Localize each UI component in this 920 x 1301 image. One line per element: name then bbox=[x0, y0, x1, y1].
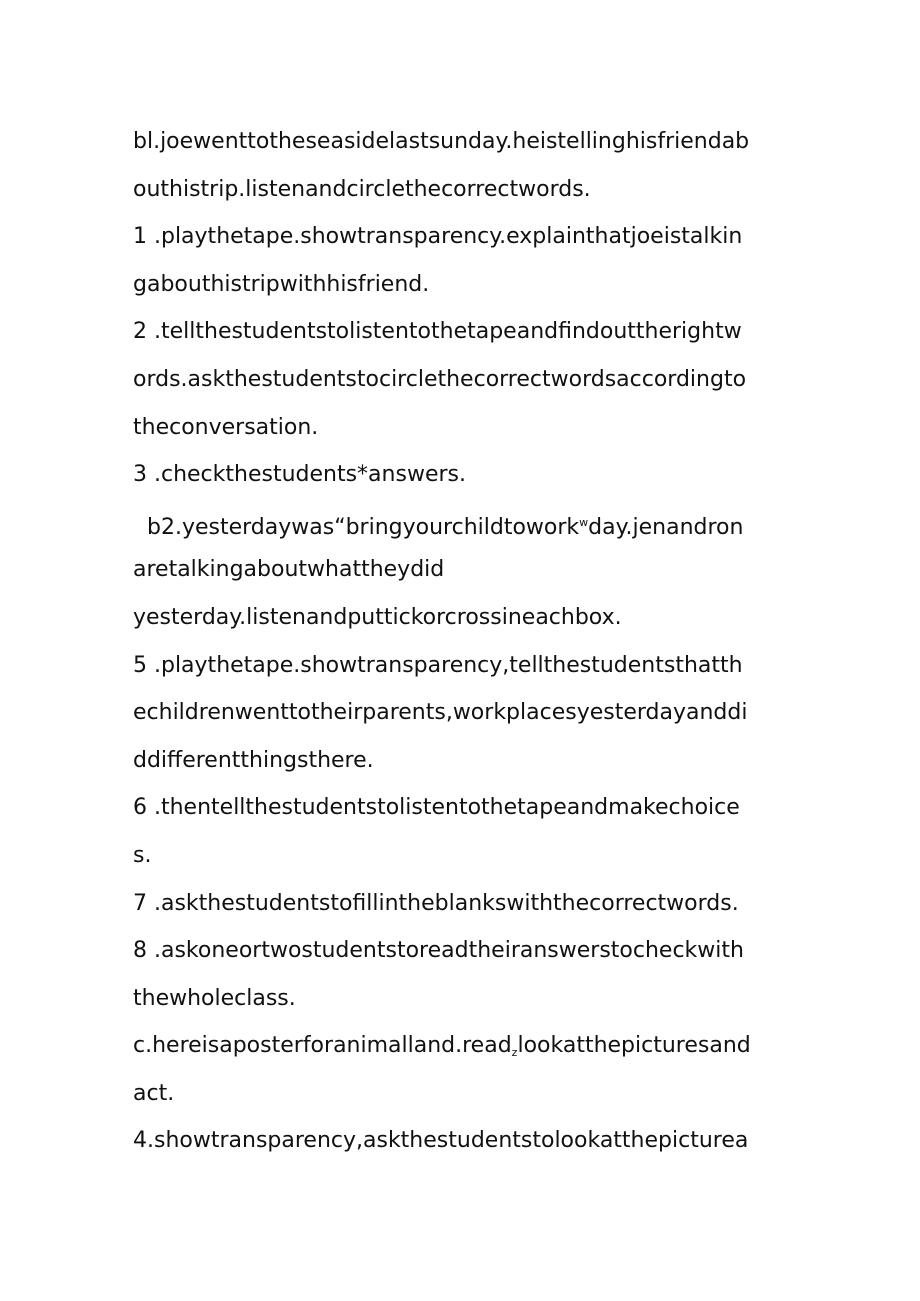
text-fragment: lookatthepicturesand bbox=[517, 1033, 751, 1059]
text-line: ords.askthestudentstocirclethecorrectwordsaccordingto bbox=[133, 366, 747, 392]
subscript-mark: z bbox=[511, 1046, 518, 1060]
text-line: 3 .checkthestudents*answers. bbox=[133, 462, 466, 488]
text-line: 2 .tellthestudentstolistentothetapeandfindouttherightw bbox=[133, 319, 742, 345]
text-line: 4.showtransparency,askthestudentstolookatthepicturea bbox=[133, 1128, 749, 1154]
text-line: 7 .askthestudentstofillintheblankswiththecorrectwords. bbox=[133, 890, 739, 916]
text-fragment: c.hereisaposterforanimalland.read bbox=[133, 1033, 512, 1059]
text-line: 6 .thentellthestudentstolistentothetapeandmakechoice bbox=[133, 795, 740, 821]
text-line: 1 .playthetape.showtransparency.explainthatjoeistalkin bbox=[133, 224, 743, 250]
text-line: yesterday.listenandputtickorcrossineachbox. bbox=[133, 604, 622, 630]
text-fragment: day.jenandron bbox=[588, 514, 744, 540]
text-line: act. bbox=[133, 1080, 175, 1106]
document-body bbox=[133, 118, 783, 1165]
text-line: 5 .playthetape.showtransparency,tellthestudentsthatth bbox=[133, 652, 743, 678]
text-line: bl.joewenttotheseasidelastsunday.heistellinghisfriendab bbox=[133, 129, 750, 154]
text-line: 8 .askoneortwostudentstoreadtheiranswerstocheckwith bbox=[133, 938, 744, 964]
text-line: echildrenwenttotheirparents,workplacesyesterdayanddi bbox=[133, 700, 748, 726]
text-line-c bbox=[133, 1022, 783, 1070]
text-line: ddifferentthingsthere. bbox=[133, 747, 374, 773]
text-line-b2 bbox=[133, 499, 783, 547]
superscript-mark: w bbox=[579, 515, 589, 529]
text-line: aretalkingaboutwhattheydid bbox=[133, 557, 445, 583]
text-line: s. bbox=[133, 842, 152, 868]
text-fragment: b2.yesterdaywas“bringyourchildtowork bbox=[147, 514, 580, 540]
text-line: outhistrip.listenandcirclethecorrectwords. bbox=[133, 176, 591, 202]
text-line: gabouthistripwithhisfriend. bbox=[133, 271, 430, 297]
text-line: thewholeclass. bbox=[133, 985, 296, 1011]
text-line: theconversation. bbox=[133, 414, 319, 440]
